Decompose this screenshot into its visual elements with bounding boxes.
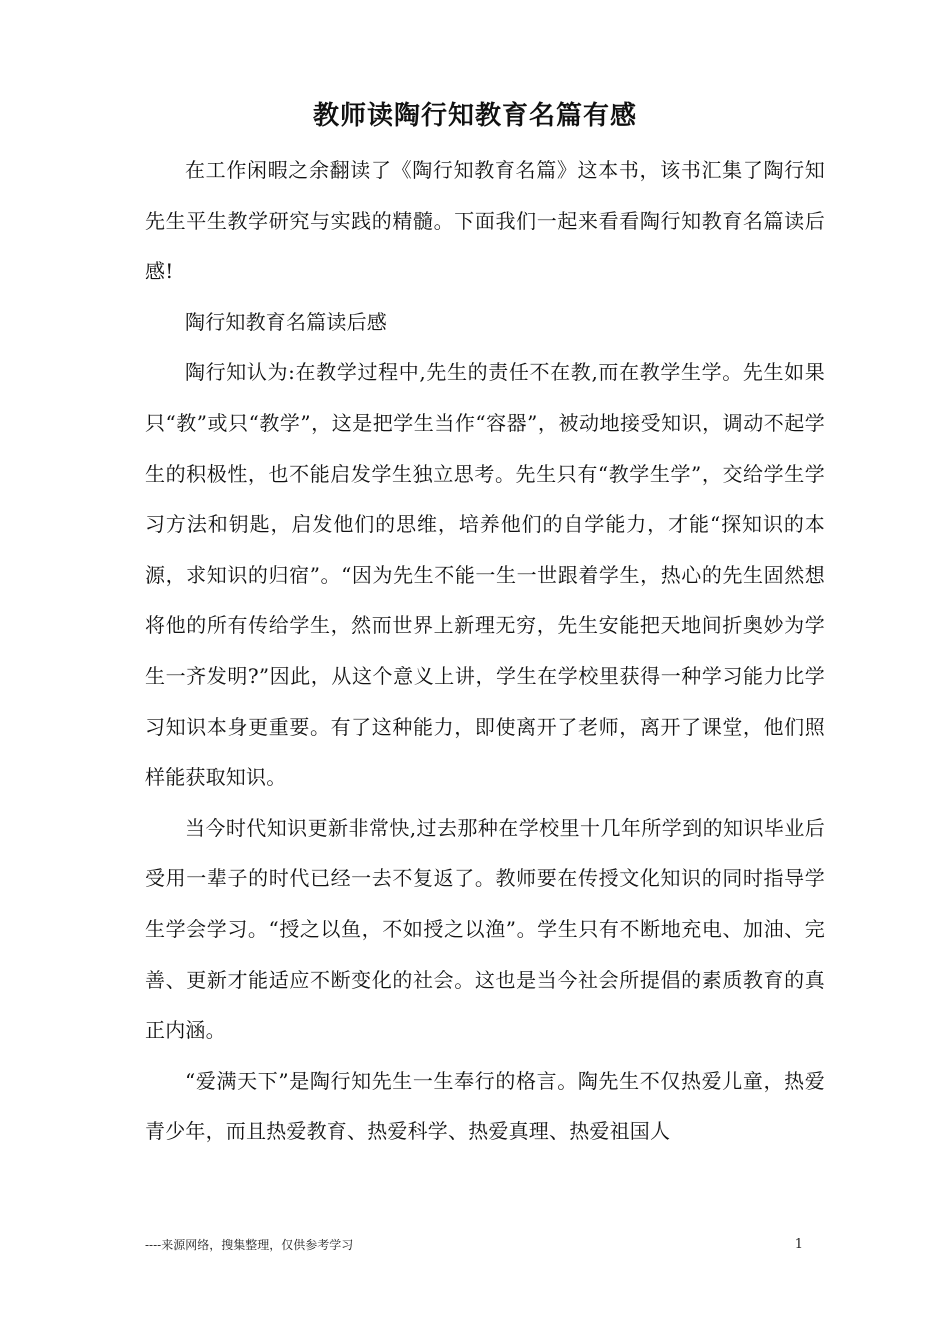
page-number: 1 xyxy=(794,1237,803,1252)
paragraph-love-motto: “爱满天下”是陶行知先生一生奉行的格言。陶先生不仅热爱儿童，热爱青少年，而且热爱教育、热爱科学、热爱真理、热爱祖国人 xyxy=(145,1068,825,1144)
paragraph-knowledge-update: 当今时代知识更新非常快,过去那种在学校里十几年所学到的知识毕业后受用一辈子的时代已经一去不复返了。教师要在传授文化知识的同时指导学生学会学习。“授之以鱼，不如授之以渔”。学生只有不断地充电、加油、完善、更新才能适应不断变化的社会。这也是当今社会所提倡的素质教育的真正内涵。 xyxy=(145,815,825,1043)
paragraph-intro: 在工作闲暇之余翻读了《陶行知教育名篇》这本书，该书汇集了陶行知先生平生教学研究与实践的精髓。下面我们一起来看看陶行知教育名篇读后感! xyxy=(145,158,825,284)
document-body xyxy=(145,145,825,1157)
page-title: 教师读陶行知教育名篇有感 xyxy=(312,101,637,131)
paragraph-subheading: 陶行知教育名篇读后感 xyxy=(185,309,387,334)
paragraph-teaching-view: 陶行知认为:在教学过程中,先生的责任不在教,而在教学生学。先生如果只“教”或只“教学”，这是把学生当作“容器”，被动地接受知识，调动不起学生的积极性，也不能启发学生独立思考。先生只有“教学生学”，交给学生学习方法和钥匙，启发他们的思维，培养他们的自学能力，才能“探知识的本源，求知识的归宿”。“因为先生不能一生一世跟着学生，热心的先生固然想将他的所有传给学生，然而世界上新理无穷，先生安能把天地间折奥妙为学生一齐发明?”因此，从这个意义上讲，学生在学校里获得一种学习能力比学习知识本身更重要。有了这种能力，即使离开了老师，离开了课堂，他们照样能获取知识。 xyxy=(145,360,825,790)
footer-source-note: ----来源网络，搜集整理，仅供参考学习 xyxy=(145,1238,354,1252)
